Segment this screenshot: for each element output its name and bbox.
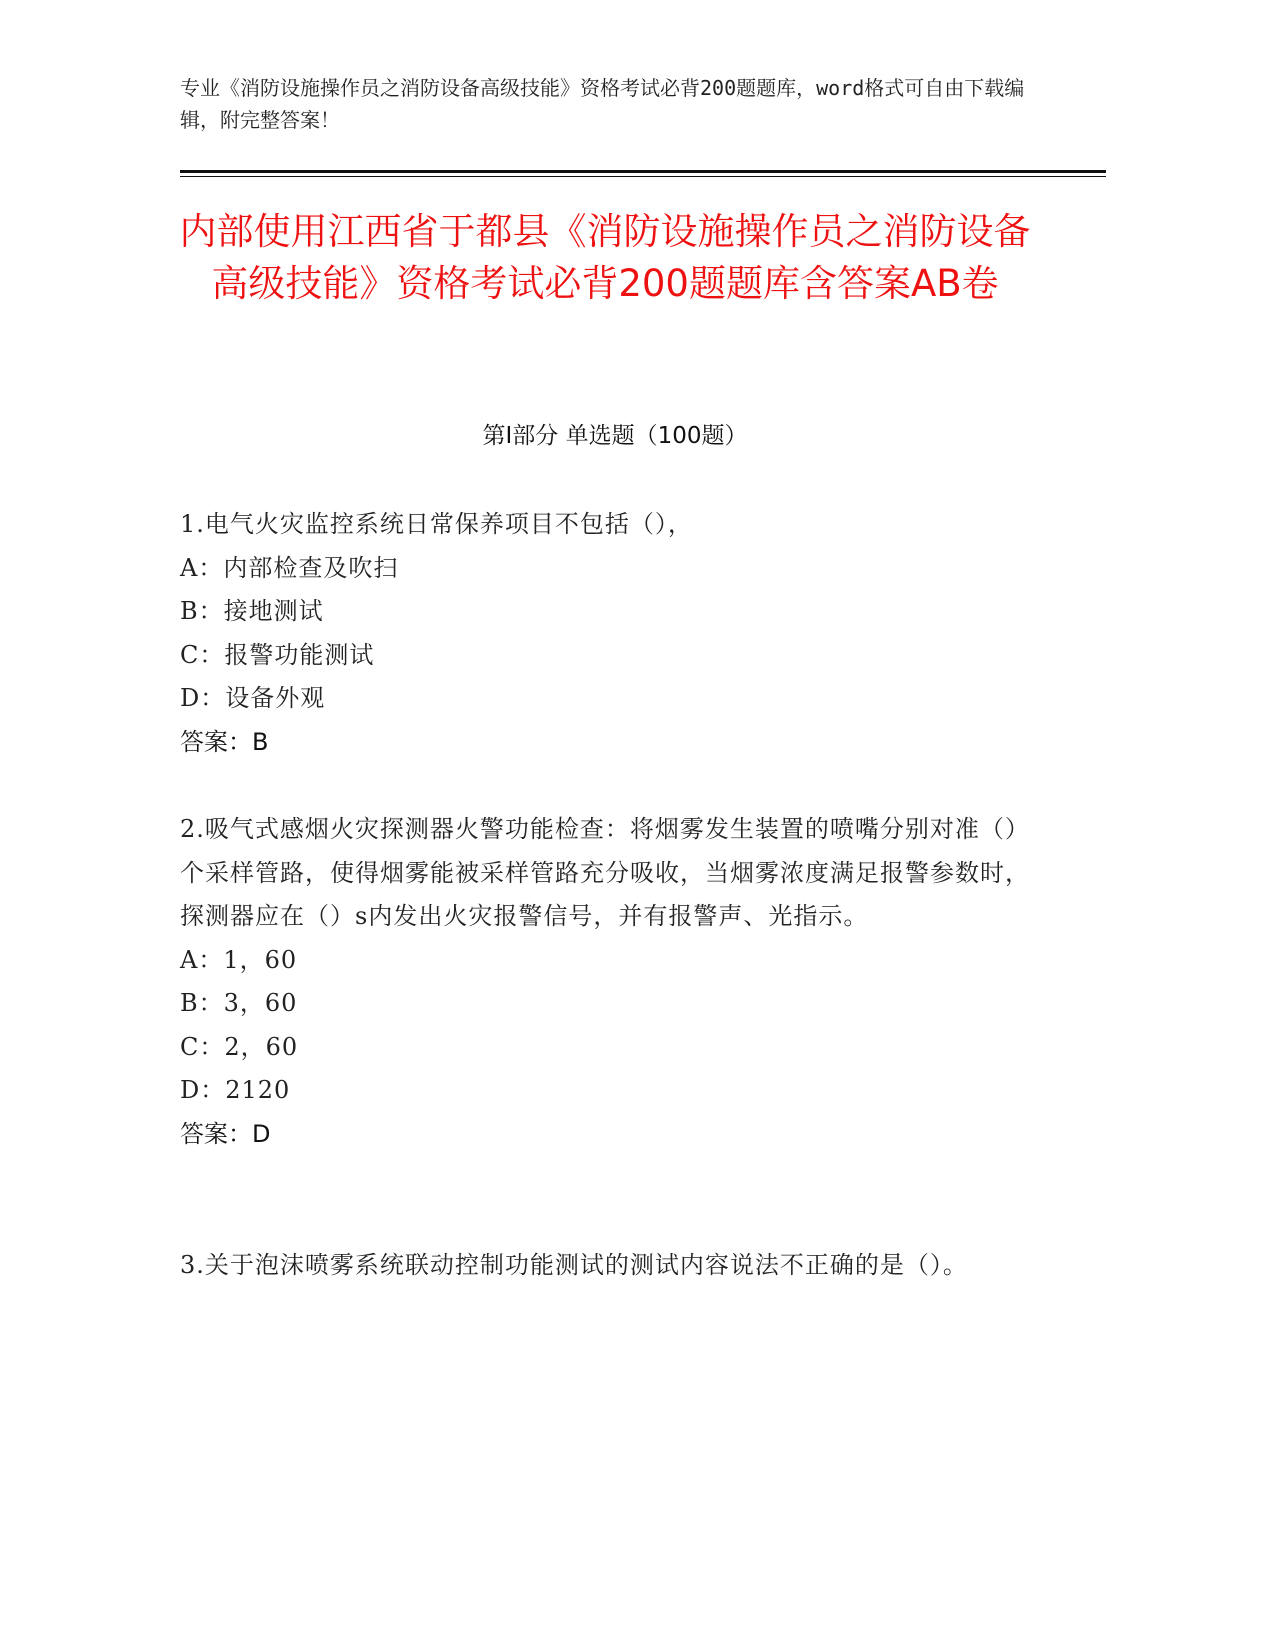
question-3: [180, 1244, 1040, 1288]
question-stem: 3.关于泡沫喷雾系统联动控制功能测试的测试内容说法不正确的是（）。: [180, 1251, 968, 1279]
question-stem: 2.吸气式感烟火灾探测器火警功能检查：将烟雾发生装置的喷嘴分别对准（）个采样管路，使得烟雾能被采样管路充分吸收，当烟雾浓度满足报警参数时，探测器应在（）s内发出火灾报警信号，并有报警声、光指示。: [180, 815, 1030, 930]
option-a: A：1，60: [180, 945, 298, 974]
option-b: B：3，60: [180, 989, 298, 1017]
option-d: D：2120: [180, 1076, 291, 1104]
option-a: A：内部检查及吹扫: [180, 553, 399, 582]
header-note: 专业《消防设施操作员之消防设备高级技能》资格考试必背200题题库，word格式可自由下载编辑，附完整答案！: [180, 76, 1025, 132]
question-1: [180, 503, 1040, 764]
option-d: D：设备外观: [180, 684, 326, 712]
question-2: [180, 808, 1040, 1156]
option-b: B：接地测试: [180, 597, 324, 625]
option-c: C：2，60: [180, 1032, 299, 1061]
header-rule-thin: [180, 176, 1106, 177]
answer: 答案：B: [180, 727, 269, 756]
section-title: 第Ⅰ部分 单选题（100题）: [482, 423, 748, 449]
option-c: C：报警功能测试: [180, 640, 375, 669]
document-title: 内部使用江西省于都县《消防设施操作员之消防设备高级技能》资格考试必背200题题库含答案AB卷: [179, 210, 1031, 305]
question-stem: 1.电气火灾监控系统日常保养项目不包括（），: [180, 510, 693, 538]
header-rule-thick: [180, 170, 1106, 173]
answer: 答案：D: [180, 1119, 271, 1148]
